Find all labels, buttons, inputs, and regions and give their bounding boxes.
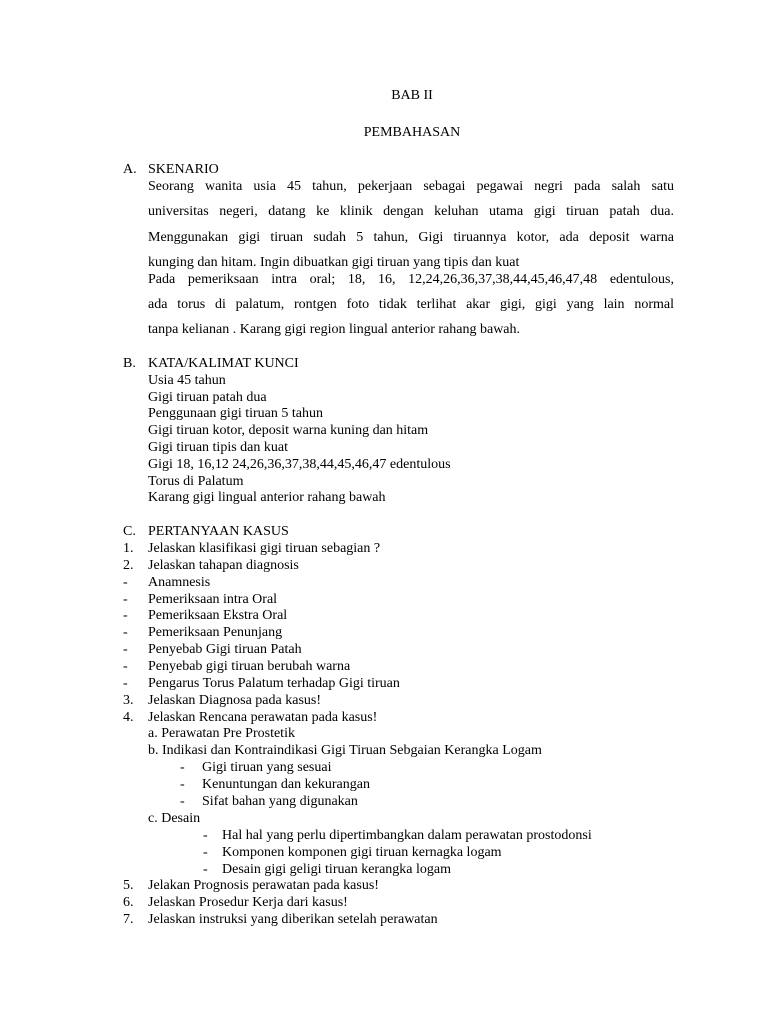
bullet-dash: - bbox=[123, 642, 128, 657]
scenario-line: tanpa kelianan . Karang gigi region lingual anterior rahang bawah. bbox=[148, 322, 521, 337]
question-number: 6. bbox=[123, 895, 134, 910]
question-number: 1. bbox=[123, 541, 134, 556]
bullet-dash: - bbox=[203, 862, 208, 877]
question-text: Jelaskan Rencana perawatan pada kasus! bbox=[148, 710, 378, 725]
section-b-title: KATA/KALIMAT KUNCI bbox=[148, 356, 299, 371]
bullet-dash: - bbox=[180, 760, 185, 775]
bullet-dash: - bbox=[203, 828, 208, 843]
scenario-line: Seorang wanita usia 45 tahun, pekerjaan sebagai pegawai negri pada salah satu bbox=[148, 179, 674, 194]
question-text: Jelaskan tahapan diagnosis bbox=[148, 558, 299, 573]
section-a-label: A. bbox=[123, 162, 137, 177]
sub-item: Anamnesis bbox=[148, 575, 211, 590]
keyword-item: Torus di Palatum bbox=[148, 474, 244, 489]
sub-item: Penyebab Gigi tiruan Patah bbox=[148, 642, 302, 657]
sub-item: Gigi tiruan yang sesuai bbox=[202, 760, 332, 775]
keyword-item: Gigi tiruan tipis dan kuat bbox=[148, 440, 288, 455]
scenario-line: Menggunakan gigi tiruan sudah 5 tahun, Gigi tiruannya kotor, ada deposit warna bbox=[148, 230, 674, 245]
scenario-line: Pada pemeriksaan intra oral; 18, 16, 12,24,26,36,37,38,44,45,46,47,48 edentulous, bbox=[148, 272, 674, 287]
sub-item: Sifat bahan yang digunakan bbox=[202, 794, 358, 809]
sub-item: Pemeriksaan Penunjang bbox=[148, 625, 283, 640]
bullet-dash: - bbox=[123, 592, 128, 607]
scenario-line: universitas negeri, datang ke klinik dengan keluhan utama gigi tiruan patah dua. bbox=[148, 204, 674, 219]
keyword-item: Karang gigi lingual anterior rahang bawah bbox=[148, 490, 386, 505]
keyword-item: Usia 45 tahun bbox=[148, 373, 226, 388]
question-number: 7. bbox=[123, 912, 134, 927]
section-b-label: B. bbox=[123, 356, 136, 371]
question-number: 2. bbox=[123, 558, 134, 573]
sub-question: a. Perawatan Pre Prostetik bbox=[148, 726, 295, 741]
keyword-item: Gigi tiruan patah dua bbox=[148, 390, 267, 405]
sub-question: b. Indikasi dan Kontraindikasi Gigi Tiruan Sebgaian Kerangka Logam bbox=[148, 743, 542, 758]
sub-item: Pemeriksaan Ekstra Oral bbox=[148, 608, 288, 623]
question-text: Jelaskan instruksi yang diberikan setelah perawatan bbox=[148, 912, 438, 927]
bullet-dash: - bbox=[123, 659, 128, 674]
bullet-dash: - bbox=[123, 676, 128, 691]
chapter-label: BAB II bbox=[391, 88, 433, 103]
sub-item: Kenuntungan dan kekurangan bbox=[202, 777, 370, 792]
bullet-dash: - bbox=[123, 575, 128, 590]
question-number: 3. bbox=[123, 693, 134, 708]
keyword-item: Penggunaan gigi tiruan 5 tahun bbox=[148, 406, 323, 421]
chapter-title: PEMBAHASAN bbox=[363, 125, 461, 140]
section-c-label: C. bbox=[123, 524, 136, 539]
section-a-title: SKENARIO bbox=[148, 162, 219, 177]
keyword-item: Gigi 18, 16,12 24,26,36,37,38,44,45,46,47 edentulous bbox=[148, 457, 451, 472]
sub-question: c. Desain bbox=[148, 811, 201, 826]
question-number: 5. bbox=[123, 878, 134, 893]
keyword-item: Gigi tiruan kotor, deposit warna kuning dan hitam bbox=[148, 423, 429, 438]
question-text: Jelaskan Diagnosa pada kasus! bbox=[148, 693, 322, 708]
sub-item: Komponen komponen gigi tiruan kernagka logam bbox=[222, 845, 502, 860]
sub-item: Hal hal yang perlu dipertimbangkan dalam perawatan prostodonsi bbox=[222, 828, 592, 843]
bullet-dash: - bbox=[180, 777, 185, 792]
question-text: Jelaskan klasifikasi gigi tiruan sebagian ? bbox=[148, 541, 381, 556]
bullet-dash: - bbox=[123, 608, 128, 623]
bullet-dash: - bbox=[123, 625, 128, 640]
question-number: 4. bbox=[123, 710, 134, 725]
sub-item: Desain gigi geligi tiruan kerangka logam bbox=[222, 862, 451, 877]
section-c-title: PERTANYAAN KASUS bbox=[148, 524, 289, 539]
bullet-dash: - bbox=[203, 845, 208, 860]
sub-item: Pemeriksaan intra Oral bbox=[148, 592, 278, 607]
scenario-line: kunging dan hitam. Ingin dibuatkan gigi tiruan yang tipis dan kuat bbox=[148, 255, 520, 270]
sub-item: Pengarus Torus Palatum terhadap Gigi tiruan bbox=[148, 676, 400, 691]
scenario-line: ada torus di palatum, rontgen foto tidak terlihat akar gigi, gigi yang lain normal bbox=[148, 297, 674, 312]
question-text: Jelaskan Prosedur Kerja dari kasus! bbox=[148, 895, 348, 910]
sub-item: Penyebab gigi tiruan berubah warna bbox=[148, 659, 351, 674]
bullet-dash: - bbox=[180, 794, 185, 809]
question-text: Jelakan Prognosis perawatan pada kasus! bbox=[148, 878, 379, 893]
